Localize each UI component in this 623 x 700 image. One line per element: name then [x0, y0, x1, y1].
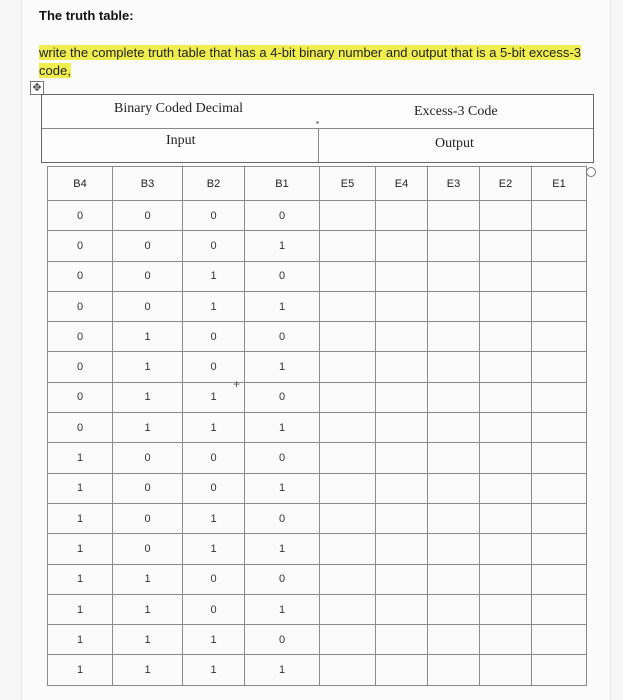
input-cell: 1 [245, 413, 320, 443]
output-cell[interactable] [480, 382, 532, 412]
input-cell: 0 [183, 594, 245, 624]
output-cell[interactable] [428, 261, 480, 291]
input-cell: 1 [245, 352, 320, 382]
output-cell[interactable] [320, 564, 376, 594]
input-cell: 0 [113, 443, 183, 473]
col-header-e4: E4 [376, 167, 428, 201]
input-cell: 1 [183, 625, 245, 655]
output-cell[interactable] [480, 231, 532, 261]
input-cell: 1 [183, 382, 245, 412]
output-cell[interactable] [376, 473, 428, 503]
output-cell[interactable] [480, 473, 532, 503]
output-cell[interactable] [320, 352, 376, 382]
table-row [48, 564, 587, 594]
col-header-e2: E2 [480, 167, 532, 201]
output-cell[interactable] [376, 382, 428, 412]
input-cell: 1 [113, 594, 183, 624]
output-cell[interactable] [532, 625, 587, 655]
input-cell: 1 [113, 382, 183, 412]
table-row [48, 655, 587, 685]
output-cell[interactable] [532, 261, 587, 291]
output-cell[interactable] [376, 352, 428, 382]
table-row [48, 443, 587, 473]
output-cell[interactable] [376, 564, 428, 594]
input-cell: 0 [245, 625, 320, 655]
output-cell[interactable] [428, 564, 480, 594]
input-cell: 0 [48, 413, 113, 443]
output-cell[interactable] [480, 413, 532, 443]
output-cell[interactable] [376, 201, 428, 231]
output-cell[interactable] [320, 503, 376, 533]
input-cell: 0 [113, 503, 183, 533]
output-cell[interactable] [532, 473, 587, 503]
output-cell[interactable] [532, 322, 587, 352]
output-cell[interactable] [320, 201, 376, 231]
output-cell[interactable] [480, 564, 532, 594]
input-cell: 1 [113, 625, 183, 655]
input-cell: 0 [113, 291, 183, 321]
output-cell[interactable] [320, 473, 376, 503]
input-cell: 0 [183, 443, 245, 473]
input-cell: 0 [48, 382, 113, 412]
output-cell[interactable] [480, 201, 532, 231]
output-cell[interactable] [428, 473, 480, 503]
col-header-e5: E5 [320, 167, 376, 201]
input-cell: 0 [183, 201, 245, 231]
output-cell[interactable] [376, 655, 428, 685]
output-cell[interactable] [480, 352, 532, 382]
input-cell: 0 [48, 322, 113, 352]
output-cell[interactable] [428, 201, 480, 231]
input-cell: 1 [245, 534, 320, 564]
output-cell[interactable] [532, 291, 587, 321]
input-cell: 0 [245, 564, 320, 594]
truth-table [47, 166, 587, 686]
input-cell: 1 [48, 655, 113, 685]
output-cell[interactable] [480, 503, 532, 533]
col-header-e3: E3 [428, 167, 480, 201]
output-cell[interactable] [376, 594, 428, 624]
output-cell[interactable] [428, 625, 480, 655]
output-cell[interactable] [428, 322, 480, 352]
output-cell[interactable] [320, 322, 376, 352]
output-cell[interactable] [532, 503, 587, 533]
input-cell: 1 [183, 291, 245, 321]
output-cell[interactable] [428, 503, 480, 533]
col-header-b3: B3 [113, 167, 183, 201]
output-cell[interactable] [376, 503, 428, 533]
input-cell: 1 [183, 261, 245, 291]
output-cell[interactable] [532, 201, 587, 231]
output-cell[interactable] [428, 443, 480, 473]
table-row [48, 231, 587, 261]
input-cell: 0 [48, 201, 113, 231]
output-label: Output [435, 136, 474, 151]
output-cell[interactable] [480, 534, 532, 564]
output-cell[interactable] [428, 382, 480, 412]
input-cell: 1 [48, 625, 113, 655]
table-row [48, 201, 587, 231]
input-cell: 0 [48, 352, 113, 382]
input-cell: 1 [183, 413, 245, 443]
input-cell: 1 [113, 655, 183, 685]
output-cell[interactable] [532, 382, 587, 412]
output-cell[interactable] [376, 231, 428, 261]
output-cell[interactable] [428, 352, 480, 382]
input-cell: 1 [113, 352, 183, 382]
output-cell[interactable] [376, 625, 428, 655]
output-cell[interactable] [320, 382, 376, 412]
output-cell[interactable] [532, 413, 587, 443]
header-vertical-divider [318, 128, 319, 162]
output-cell[interactable] [480, 625, 532, 655]
output-cell[interactable] [480, 594, 532, 624]
table-row [48, 382, 587, 412]
output-cell[interactable] [532, 534, 587, 564]
output-cell[interactable] [480, 655, 532, 685]
table-row [48, 625, 587, 655]
input-cell: 0 [48, 261, 113, 291]
input-cell: 1 [48, 443, 113, 473]
output-cell[interactable] [480, 261, 532, 291]
input-cell: 0 [245, 382, 320, 412]
output-cell[interactable] [532, 655, 587, 685]
input-cell: 0 [113, 201, 183, 231]
input-cell: 1 [245, 594, 320, 624]
input-cell: 1 [48, 534, 113, 564]
cursor-dot [316, 121, 319, 124]
output-cell[interactable] [532, 443, 587, 473]
output-cell[interactable] [428, 534, 480, 564]
output-cell[interactable] [320, 534, 376, 564]
output-cell[interactable] [376, 413, 428, 443]
input-cell: 0 [48, 291, 113, 321]
input-cell: 0 [183, 231, 245, 261]
table-row [48, 322, 587, 352]
output-cell[interactable] [320, 594, 376, 624]
input-cell: 0 [183, 352, 245, 382]
col-header-b2: B2 [183, 167, 245, 201]
input-cell: 1 [183, 534, 245, 564]
output-cell[interactable] [428, 231, 480, 261]
col-header-e1: E1 [532, 167, 587, 201]
output-cell[interactable] [480, 291, 532, 321]
col-header-b1: B1 [245, 167, 320, 201]
question-prompt [39, 44, 603, 80]
input-cell: 0 [183, 473, 245, 503]
excess3-label: Excess-3 Code [414, 104, 498, 119]
input-cell: 0 [183, 564, 245, 594]
output-cell[interactable] [532, 564, 587, 594]
output-cell[interactable] [320, 291, 376, 321]
input-cell: 1 [245, 655, 320, 685]
output-cell[interactable] [532, 352, 587, 382]
bcd-label: Binary Coded Decimal [114, 101, 244, 116]
input-cell: 0 [183, 322, 245, 352]
table-row [48, 503, 587, 533]
input-label: Input [166, 133, 196, 148]
output-cell[interactable] [376, 443, 428, 473]
output-cell[interactable] [376, 291, 428, 321]
input-cell: 0 [245, 503, 320, 533]
output-cell[interactable] [428, 291, 480, 321]
table-row [48, 534, 587, 564]
input-cell: 1 [113, 564, 183, 594]
output-cell[interactable] [320, 443, 376, 473]
table-header-box [41, 94, 594, 163]
input-cell: 0 [113, 534, 183, 564]
move-icon[interactable]: ✥ [30, 81, 44, 95]
output-cell[interactable] [320, 231, 376, 261]
input-cell: 1 [113, 413, 183, 443]
table-row [48, 352, 587, 382]
input-cell: 0 [113, 261, 183, 291]
highlighted-prompt-text: write the complete truth table that has a 4-bit binary number and output that is a 5-bit excess-3 code, [39, 45, 581, 78]
input-cell: 1 [245, 291, 320, 321]
input-cell: 1 [113, 322, 183, 352]
output-cell[interactable] [320, 655, 376, 685]
output-cell[interactable] [532, 231, 587, 261]
output-cell[interactable] [376, 261, 428, 291]
input-cell: 1 [48, 594, 113, 624]
table-row [48, 594, 587, 624]
table-row [48, 473, 587, 503]
input-cell: 0 [245, 322, 320, 352]
input-cell: 1 [183, 503, 245, 533]
output-cell[interactable] [532, 594, 587, 624]
input-cell: 0 [245, 443, 320, 473]
table-header-row [48, 167, 587, 201]
output-cell[interactable] [320, 261, 376, 291]
input-cell: 1 [245, 473, 320, 503]
input-cell: 1 [48, 564, 113, 594]
table-resize-handle[interactable] [586, 167, 596, 177]
input-cell: 1 [183, 655, 245, 685]
input-cell: 0 [48, 231, 113, 261]
output-cell[interactable] [428, 413, 480, 443]
table-row [48, 291, 587, 321]
col-header-b4: B4 [48, 167, 113, 201]
output-cell[interactable] [320, 625, 376, 655]
input-cell: 0 [113, 231, 183, 261]
input-cell: 0 [245, 201, 320, 231]
input-cell: 1 [245, 231, 320, 261]
output-cell[interactable] [480, 443, 532, 473]
crosshair-icon: + [233, 377, 241, 391]
table-row [48, 413, 587, 443]
output-cell[interactable] [428, 655, 480, 685]
page-heading: The truth table: [39, 8, 134, 23]
input-cell: 1 [48, 473, 113, 503]
output-cell[interactable] [428, 594, 480, 624]
output-cell[interactable] [320, 413, 376, 443]
output-cell[interactable] [480, 322, 532, 352]
output-cell[interactable] [376, 322, 428, 352]
input-cell: 0 [245, 261, 320, 291]
output-cell[interactable] [376, 534, 428, 564]
input-cell: 1 [48, 503, 113, 533]
table-row [48, 261, 587, 291]
input-cell: 0 [113, 473, 183, 503]
